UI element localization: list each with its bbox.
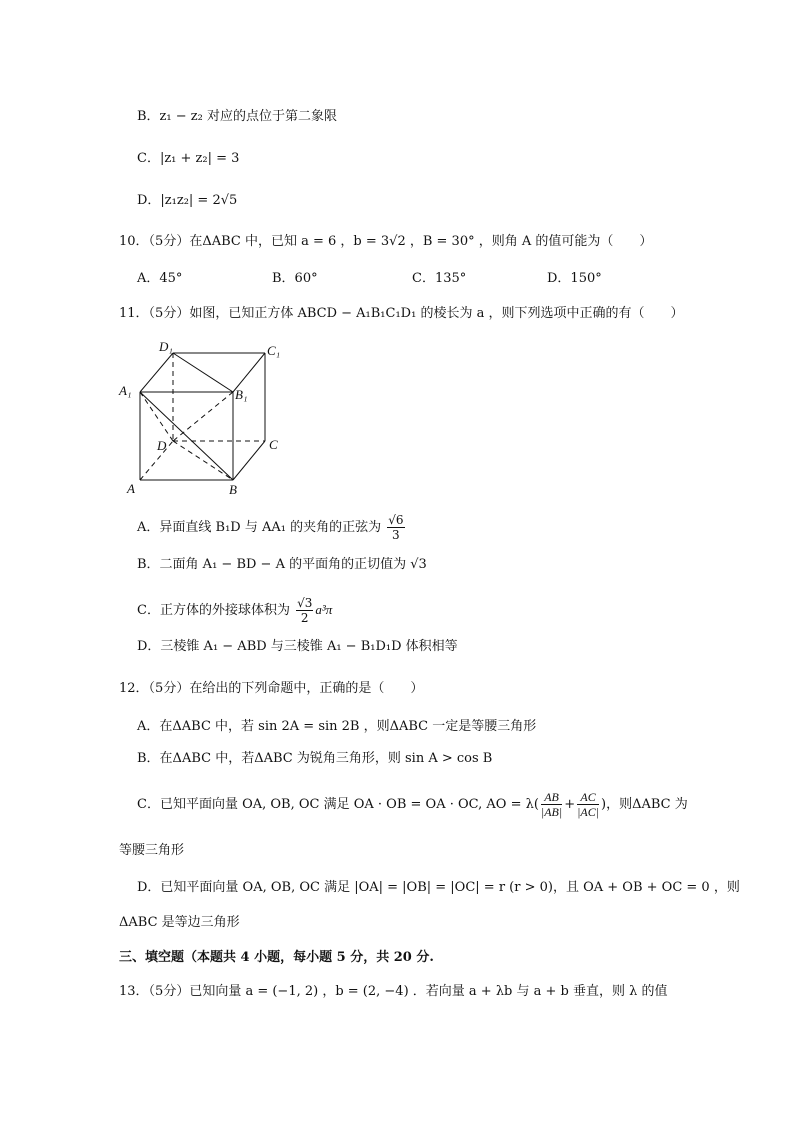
label-b1: B₁	[235, 387, 248, 402]
section-heading: 三、填空题（本题共 4 小题，每小题 5 分，共 20 分.	[119, 950, 434, 965]
q12-option-c-continuation: 等腰三角形	[119, 843, 185, 858]
q12-option-d: D．已知平面向量 OA, OB, OC 满足 |OA| = |OB| = |OC| = r (r > 0)，且 OA + OB + OC = 0 ，则	[137, 880, 740, 895]
q11-option-c	[137, 596, 332, 625]
q9-option-c: C．|z₁ + z₂| = 3	[137, 151, 240, 166]
q11-option-c-fraction	[296, 596, 313, 625]
fraction-numerator: √6	[388, 513, 404, 527]
label-a1: A₁	[119, 383, 132, 398]
fraction-denominator: 2	[300, 611, 309, 625]
q12-option-c-text: C．已知平面向量 OA, OB, OC 满足 OA · OB = OA · OC, AO = λ(	[137, 797, 539, 812]
q12-option-b: B．在ΔABC 中，若ΔABC 为锐角三角形，则 sin A > cos B	[137, 751, 493, 766]
fraction-numerator: √3	[297, 596, 313, 610]
label-d1: D₁	[159, 339, 173, 354]
q11-option-b: B．二面角 A₁ − BD − A 的平面角的正切值为 √3	[137, 557, 427, 572]
fraction-denominator: |AC|	[577, 805, 600, 819]
q12-stem: 12．（5分）在给出的下列命题中，正确的是（ ）	[119, 681, 424, 696]
q11-option-d: D．三棱锥 A₁ − ABD 与三棱锥 A₁ − B₁D₁D 体积相等	[137, 639, 458, 654]
q12-option-c-fraction-ac	[577, 790, 599, 819]
label-c1: C₁	[267, 343, 281, 358]
cube-figure	[115, 338, 295, 503]
q10-option-b: B．60°	[272, 271, 318, 286]
q11-option-a-fraction	[387, 513, 404, 542]
q11-option-a-text: A．异面直线 B₁D 与 AA₁ 的夹角的正弦为	[137, 520, 382, 535]
label-b: B	[229, 482, 237, 497]
label-c: C	[269, 437, 278, 452]
q9-option-d: D．|z₁z₂| = 2√5	[137, 193, 238, 208]
q12-option-c	[137, 790, 688, 819]
label-a: A	[127, 481, 135, 496]
q11-stem: 11．（5分）如图，已知正方体 ABCD − A₁B₁C₁D₁ 的棱长为 a ，则下列选项中正确的有（ ）	[119, 306, 684, 321]
q12-option-a: A．在ΔABC 中，若 sin 2A = sin 2B ，则ΔABC 一定是等腰三角形	[137, 719, 537, 734]
q11-option-c-suffix: a³π	[315, 602, 333, 617]
q10-option-a: A．45°	[137, 271, 183, 286]
plus-sign: +	[564, 797, 576, 812]
q12-option-c-suffix: )，则ΔABC 为	[601, 797, 688, 812]
fraction-denominator: |AB|	[540, 805, 563, 819]
q10-option-c: C．135°	[412, 271, 467, 286]
q9-option-b: B．z₁ − z₂ 对应的点位于第二象限	[137, 109, 337, 124]
fraction-denominator: 3	[392, 528, 400, 542]
fraction-numerator: AB	[541, 790, 562, 805]
q12-option-d-continuation: ΔABC 是等边三角形	[119, 915, 240, 930]
q12-option-c-fraction-ab	[541, 790, 562, 819]
q11-option-a	[137, 513, 407, 542]
label-d: D	[157, 438, 167, 453]
q10-stem: 10．（5分）在ΔABC 中，已知 a = 6 ，b = 3√2 ，B = 30° ，则角 A 的值可能为（ ）	[119, 234, 653, 249]
q11-option-c-text: C．正方体的外接球体积为	[137, 603, 290, 618]
q10-choices	[137, 270, 677, 288]
q13-stem: 13．（5分）已知向量 a = (−1, 2) ，b = (2, −4) ．若向量 a + λb 与 a + b 垂直，则 λ 的值	[119, 984, 668, 999]
fraction-numerator: AC	[577, 790, 599, 805]
q10-option-d: D．150°	[547, 271, 602, 286]
